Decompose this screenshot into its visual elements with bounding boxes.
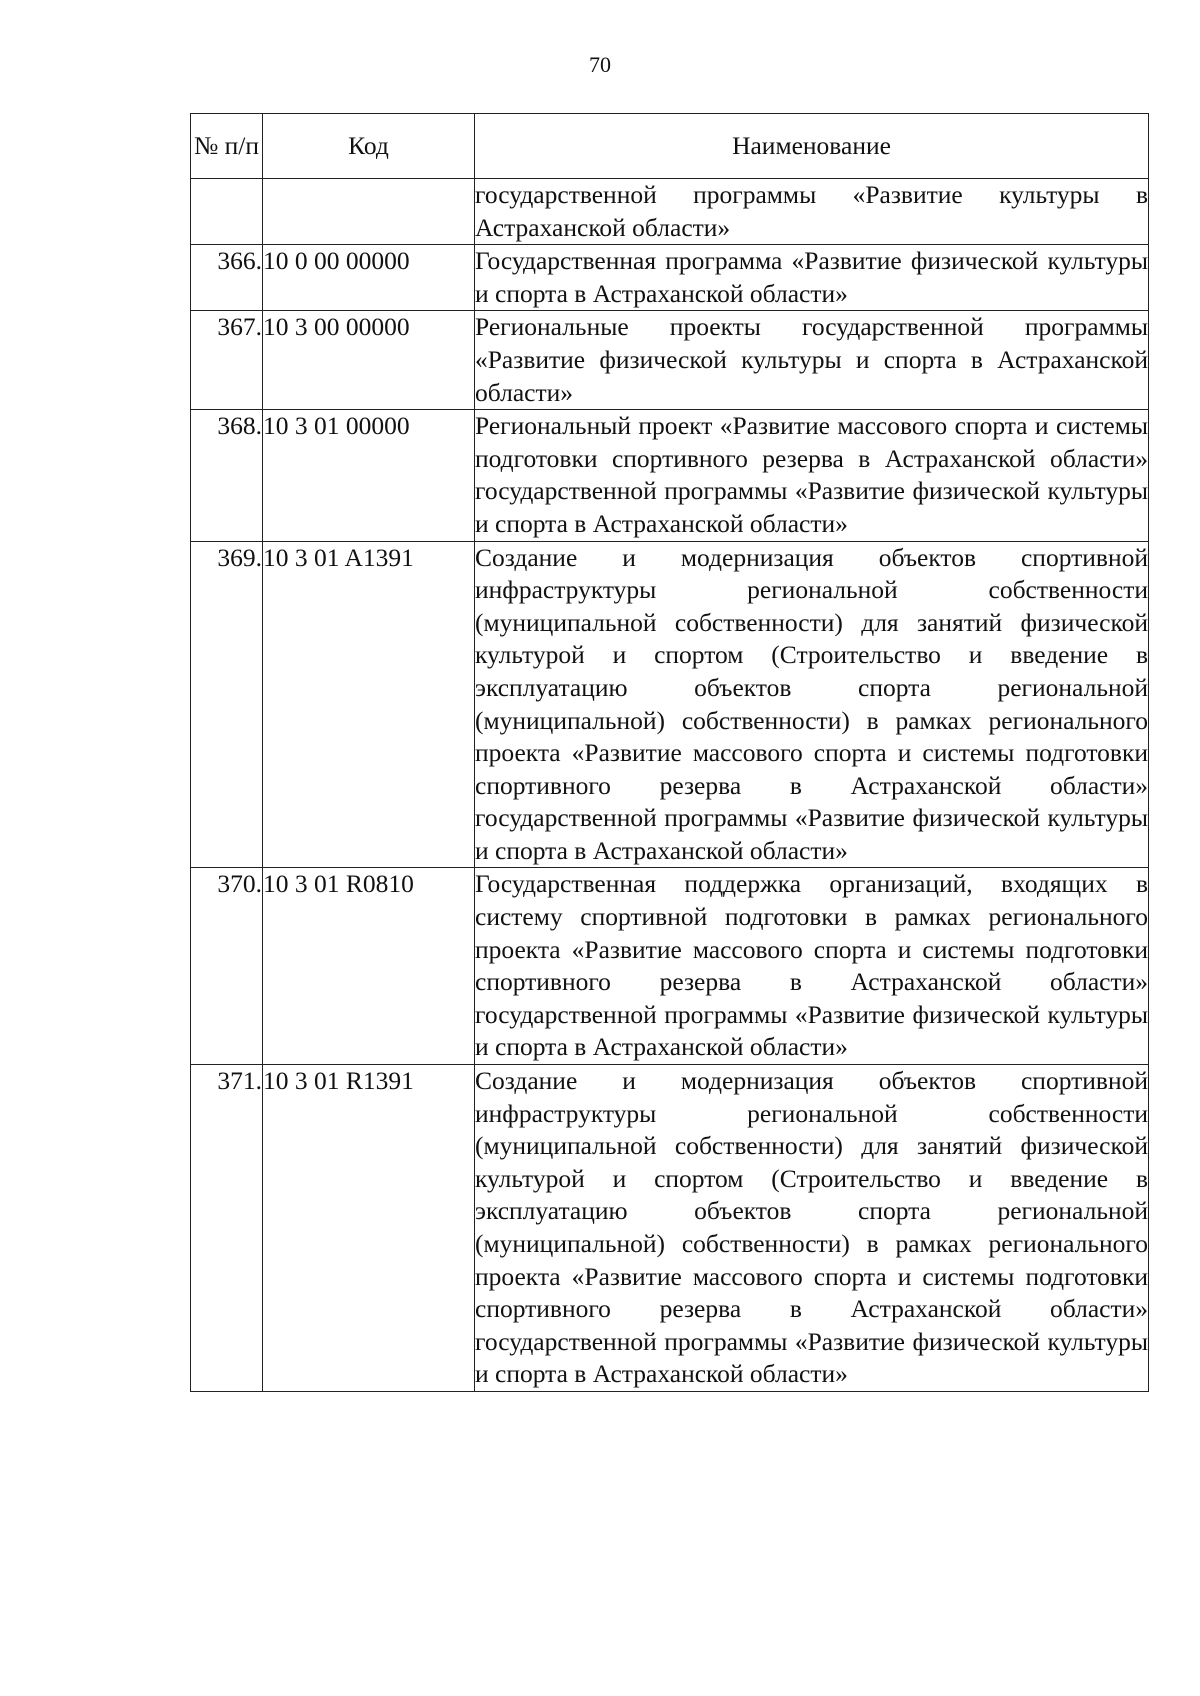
- row-code: 10 3 01 R0810: [263, 868, 475, 1065]
- budget-code-table: [190, 113, 1149, 1392]
- header-num: № п/п: [191, 114, 263, 179]
- row-num: [191, 179, 263, 245]
- row-code: [263, 179, 475, 245]
- row-num: 366.: [191, 245, 263, 311]
- row-code: 10 3 01 A1391: [263, 541, 475, 868]
- row-num: 371.: [191, 1065, 263, 1392]
- row-name: Государственная программа «Развитие физической культуры и спорта в Астраханской области»: [475, 245, 1149, 311]
- row-name: Создание и модернизация объектов спортивной инфраструктуры региональной собственности (муниципальной собственности) для занятий физической культурой и спортом (Строительство и введение в эксплуатацию объектов спорта региональной (муниципальной) собственности) в рамках регионального проекта «Развитие массового спорта и системы подготовки спортивного резерва в Астраханской области» государственной программы «Развитие физической культуры и спорта в Астраханской области»: [475, 541, 1149, 868]
- header-name: Наименование: [475, 114, 1149, 179]
- table-row: [191, 410, 1149, 541]
- page-number: 70: [589, 52, 611, 77]
- row-name: Государственная поддержка организаций, входящих в систему спортивной подготовки в рамках регионального проекта «Развитие массового спорта и системы подготовки спортивного резерва в Астраханской области» государственной программы «Развитие физической культуры и спорта в Астраханской области»: [475, 868, 1149, 1065]
- row-name: государственной программы «Развитие культуры в Астраханской области»: [475, 179, 1149, 245]
- table-row: [191, 541, 1149, 868]
- row-name: Региональные проекты государственной программы «Развитие физической культуры и спорта в Астраханской области»: [475, 311, 1149, 410]
- table-row: [191, 868, 1149, 1065]
- table-header-row: [191, 114, 1149, 179]
- row-name: Создание и модернизация объектов спортивной инфраструктуры региональной собственности (муниципальной собственности) для занятий физической культурой и спортом (Строительство и введение в эксплуатацию объектов спорта региональной (муниципальной) собственности) в рамках регионального проекта «Развитие массового спорта и системы подготовки спортивного резерва в Астраханской области» государственной программы «Развитие физической культуры и спорта в Астраханской области»: [475, 1065, 1149, 1392]
- row-num: 370.: [191, 868, 263, 1065]
- row-code: 10 0 00 00000: [263, 245, 475, 311]
- table-row: [191, 311, 1149, 410]
- row-num: 367.: [191, 311, 263, 410]
- table-row: [191, 1065, 1149, 1392]
- row-num: 368.: [191, 410, 263, 541]
- table-row: [191, 179, 1149, 245]
- row-code: 10 3 01 00000: [263, 410, 475, 541]
- header-code: Код: [263, 114, 475, 179]
- row-code: 10 3 01 R1391: [263, 1065, 475, 1392]
- row-code: 10 3 00 00000: [263, 311, 475, 410]
- row-num: 369.: [191, 541, 263, 868]
- table-row: [191, 245, 1149, 311]
- row-name: Региональный проект «Развитие массового спорта и системы подготовки спортивного резерва в Астраханской области» государственной программы «Развитие физической культуры и спорта в Астраханской области»: [475, 410, 1149, 541]
